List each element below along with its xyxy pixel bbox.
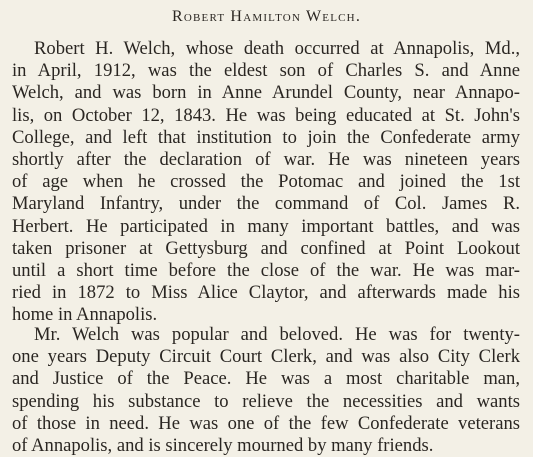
- text-line: Welch, and was born in Anne Arundel County, near Annapo-: [12, 82, 520, 104]
- text-line: of those in need. He was one of the few Confederate veterans: [12, 412, 520, 434]
- text-line: Robert H. Welch, whose death occurred at Annapolis, Md.,: [34, 38, 520, 59]
- text-line: shortly after the declaration of war. He was nineteen years: [12, 148, 520, 170]
- text-line: in April, 1912, was the eldest son of Charles S. and Anne: [12, 60, 520, 82]
- text-line: home in Annapolis.: [12, 304, 158, 326]
- text-line: of Annapolis, and is sincerely mourned by many friends.: [12, 434, 434, 456]
- text-line: ried in 1872 to Miss Alice Claytor, and afterwards made his: [12, 282, 520, 304]
- text-line: of age when he crossed the Potomac and joined the 1st: [12, 171, 520, 193]
- paragraph-1: [12, 38, 520, 326]
- text-line: lis, on October 12, 1843. He was being educated at St. John's: [12, 104, 520, 126]
- text-line: Herbert. He participated in many important battles, and was: [12, 215, 520, 237]
- text-line: College, and left that institution to join the Confederate army: [12, 126, 520, 148]
- text-line: Maryland Infantry, under the command of Col. James R.: [12, 193, 520, 215]
- paragraph-2: [12, 324, 520, 457]
- text-line: spending his substance to relieve the necessities and wants: [12, 390, 520, 412]
- text-line: one years Deputy Circuit Court Clerk, and was also City Clerk: [12, 346, 520, 368]
- text-line: until a short time before the close of the war. He was mar-: [12, 259, 520, 281]
- text-line: taken prisoner at Gettysburg and confined at Point Lookout: [12, 237, 520, 259]
- text-line: and Justice of the Peace. He was a most charitable man,: [12, 368, 520, 390]
- text-line: Mr. Welch was popular and beloved. He was for twenty-: [34, 324, 520, 345]
- page-title: Robert Hamilton Welch.: [171, 8, 362, 25]
